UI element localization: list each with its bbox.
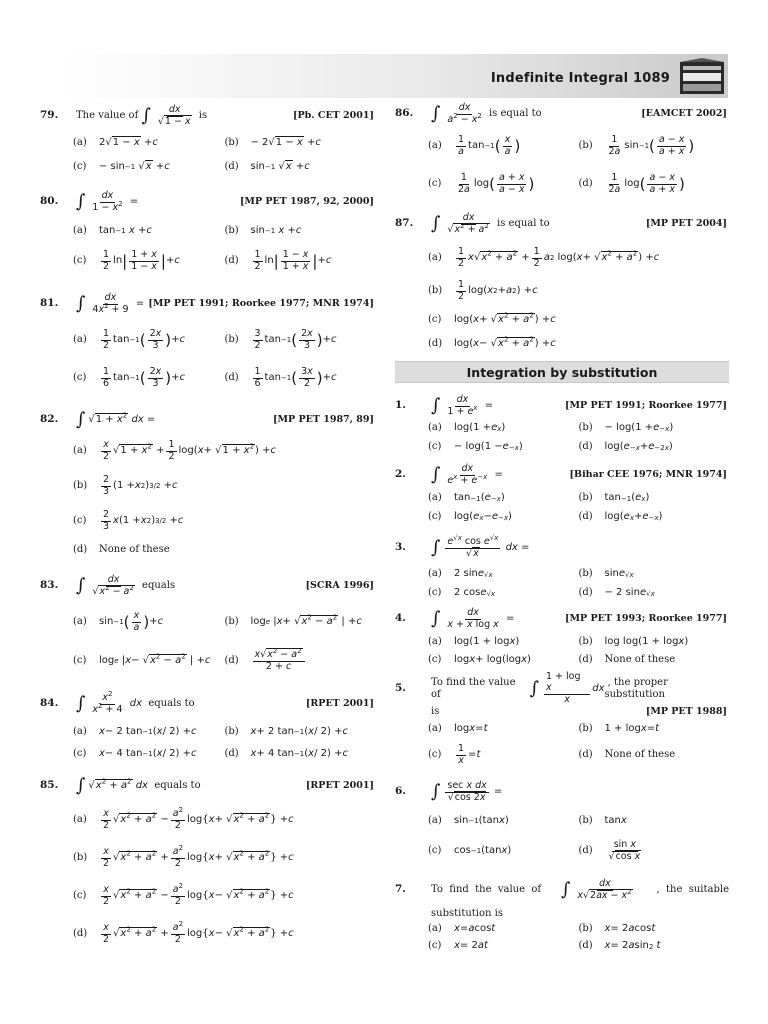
- option-b[interactable]: (b) $\frac{1}{2a}$ sin −1 ( $\frac{a - x}{a + x}$ ): [578, 133, 695, 157]
- option-a[interactable]: (a) $\frac{x}{2}$ √ $1 + x^2$ + $\frac{1}{2}$ log( x + √ $1 + x^2$ ) + c: [73, 438, 277, 462]
- question-number: 3.: [395, 541, 406, 554]
- question-87: [395, 207, 729, 355]
- option-b[interactable]: (b) − 2√ 1 − x + c: [224, 136, 321, 149]
- option-c[interactable]: (c) cos −1 (tan x ): [428, 844, 512, 856]
- option-a[interactable]: (a) $\frac{1}{2}$ x √ $x^2 + a^2$ + $\frac{1}{2}$ a 2 log( x + √ $x^2 + a^2$ ) + c: [428, 245, 660, 269]
- option-d[interactable]: (d) x + 4 tan −1 ( x / 2) + c: [224, 747, 348, 759]
- question-text: ∫ $\frac{dx}{4x^2 + 9}$ =: [76, 291, 145, 315]
- option-d[interactable]: (d) x = 2 a sin 2 t: [578, 940, 661, 952]
- question-number: 82.: [40, 413, 59, 426]
- page-header: [62, 54, 728, 98]
- option-c[interactable]: (c) log( e x − e −x ): [428, 511, 512, 523]
- option-a[interactable]: (a) sin −1 (tan x ): [428, 814, 509, 826]
- option-a[interactable]: (a) 2 sin e √x: [428, 568, 493, 580]
- option-c[interactable]: (c) log( x + √ $x^2 + a^2$ ) + c: [428, 311, 556, 326]
- option-d[interactable]: (d) None of these: [73, 543, 170, 555]
- question-number: 87.: [395, 217, 414, 230]
- options: [428, 633, 729, 669]
- question-84: [40, 687, 376, 765]
- option-d[interactable]: (d) None of these: [578, 748, 676, 760]
- option-c[interactable]: (c) − log(1 − e −x ): [428, 441, 523, 453]
- option-b[interactable]: (b) $\frac{3}{2}$ tan −1 ( $\frac{2x}{3}$ ) + c: [224, 327, 337, 351]
- options: [428, 489, 729, 527]
- option-d[interactable]: (d) log( x − √ $x^2 + a^2$ ) + c: [428, 335, 556, 350]
- option-d[interactable]: (d) $\frac{x√x^2 - a^2}{2 + c}$: [225, 641, 377, 681]
- option-a[interactable]: (a) x = a cos t: [428, 923, 496, 935]
- exam-reference: [Pb. CET 2001]: [292, 110, 374, 122]
- page-title: Indefinite Integral 1089: [490, 71, 670, 86]
- question-text: ∫ $\frac{dx}{1 + e^x}$ =: [431, 393, 494, 417]
- question-text: The value of ∫ $\frac{dx}{√1 - x}$ is: [76, 103, 208, 127]
- question-text: ∫ √ $1 + x^2$ dx =: [76, 409, 156, 430]
- question-text: ∫ $\frac{x^2}{x^2 + 4}$ dx equals to: [76, 689, 195, 715]
- question-number: 83.: [40, 579, 59, 592]
- right-column: [395, 101, 729, 955]
- option-b[interactable]: (b) log log(1 + log x ): [578, 635, 689, 647]
- question-text: ∫ $\frac{dx}{√x^2 - a^2}$ equals: [76, 573, 176, 597]
- exam-reference: [MP PET 2004]: [645, 218, 727, 230]
- option-c[interactable]: (c) x − 4 tan −1 ( x / 2) + c: [73, 747, 197, 759]
- question-number: 84.: [40, 697, 59, 710]
- question-81: [40, 287, 376, 397]
- options: [428, 127, 729, 203]
- option-a[interactable]: (a) x − 2 tan −1 ( x / 2) + c: [73, 725, 197, 737]
- option-a[interactable]: (a) $\frac{1}{a}$ tan −1 ( $\frac{x}{a}$ ): [428, 133, 521, 157]
- option-b[interactable]: (b) sin −1 x + c: [224, 224, 302, 236]
- option-d[interactable]: (d) None of these: [578, 653, 676, 665]
- question-number: 7.: [395, 883, 406, 896]
- option-b[interactable]: (b) tan x: [578, 814, 627, 826]
- exam-reference: [RPET 2001]: [305, 780, 374, 792]
- question-number: 5.: [395, 682, 406, 695]
- option-d[interactable]: (d) $\frac{\text{sin x}}{\text{√cos x}}$: [578, 838, 641, 862]
- question-s2: [395, 461, 729, 527]
- exam-reference: [MP PET 1988]: [645, 706, 727, 718]
- option-c[interactable]: (c) − sin −1 √ x + c: [73, 160, 170, 173]
- option-b[interactable]: (b) x + 2 tan −1 ( x / 2) + c: [224, 725, 348, 737]
- option-d[interactable]: (d) − 2 sin e √x: [578, 587, 655, 599]
- option-c[interactable]: (c) $\frac{1}{x}$ = t: [428, 742, 481, 766]
- option-c[interactable]: (c) $\frac{1}{6}$ tan −1 ( $\frac{2x}{3}$ ) + c: [73, 365, 186, 389]
- options: [73, 801, 376, 953]
- option-d[interactable]: (d) log( e x + e −x ): [578, 511, 663, 523]
- question-83: [40, 569, 376, 681]
- options: [428, 809, 729, 869]
- options: [73, 219, 376, 279]
- exam-reference: [RPET 2001]: [305, 698, 374, 710]
- option-c[interactable]: (c) $\frac{1}{2}$ ln | $\frac{1 + x}{1 - x}$ | + c: [73, 248, 180, 272]
- option-c[interactable]: (c) x = 2 at: [428, 940, 488, 952]
- option-a[interactable]: (a) sin −1 ( $\frac{x}{a}$ ) + c: [73, 609, 164, 633]
- exam-reference: [MP PET 1991; Roorkee 1977]: [565, 400, 727, 412]
- option-a[interactable]: (a) log(1 + log x ): [428, 635, 520, 647]
- exam-reference: [EAMCET 2002]: [641, 108, 727, 120]
- left-column: [40, 101, 376, 953]
- options: [428, 419, 729, 457]
- option-b[interactable]: (b) − log(1 + e −x ): [578, 422, 674, 434]
- question-number: 1.: [395, 399, 406, 412]
- option-b[interactable]: (b) $\frac{1}{2}$ log( x 2 + a 2 ) + c: [428, 278, 538, 302]
- option-c[interactable]: (c) $\frac{1}{2a}$ log ( $\frac{a + x}{a - x}$ ): [428, 171, 535, 195]
- question-text: To find the value of ∫ $\frac{dx}{x√2ax - x^2}$ , the suitable: [431, 877, 729, 901]
- exam-reference: [SCRA 1996]: [305, 580, 374, 592]
- options: [73, 603, 376, 681]
- option-a[interactable]: (a) tan −1 ( e −x ): [428, 492, 505, 504]
- question-s1: [395, 393, 729, 457]
- option-d[interactable]: (d) $\frac{1}{6}$ tan −1 ( $\frac{3x}{2}$ ) + c: [224, 365, 337, 389]
- exam-reference: [MP PET 1991; Roorkee 1977; MNR 1974]: [148, 298, 374, 310]
- option-a[interactable]: (a) $\frac{x}{2}$ √ $x^2 + a^2$ − $\frac{a^2}{2}$ log{ x + √ $x^2 + a^2$ } + c: [73, 805, 294, 831]
- question-text: ∫ √ $x^2 + a^2$ dx equals to: [76, 775, 201, 796]
- question-86: [395, 101, 729, 203]
- question-s7: 7. To find the value of ∫ $\frac{dx}{x√2ax - x^2}$ , the suitable substitution is (a) x = a cos t (b) x = 2 a cos t (c) x = 2 at (d) x = 2 a sin 2 t: [395, 873, 729, 955]
- question-79: [40, 101, 376, 179]
- options: [73, 131, 376, 179]
- option-c[interactable]: (c) log e | x − √ $x^2 - a^2$ | + c: [73, 652, 211, 667]
- option-c[interactable]: (c) log x + log(log x ): [428, 653, 531, 665]
- question-s6: [395, 775, 729, 869]
- question-80: [40, 185, 376, 279]
- option-d[interactable]: (d) $\frac{1}{2a}$ log ( $\frac{a - x}{a + x}$ ): [578, 171, 685, 195]
- option-c[interactable]: (c) $\frac{2}{3}$ x (1 + x 2 ) 3/2 + c: [73, 508, 184, 532]
- question-text: ∫ $\frac{dx}{a^2 - x^2}$ is equal to: [431, 101, 542, 125]
- question-text: ∫ $\frac{dx}{\text{x + x log x}}$ =: [431, 606, 515, 630]
- book-logo-icon: [678, 58, 726, 96]
- question-s3: [395, 531, 729, 603]
- option-b[interactable]: (b) tan −1 ( e x ): [578, 492, 650, 504]
- options: [428, 565, 729, 603]
- options: [73, 433, 376, 561]
- option-b[interactable]: (b) $\frac{2}{3}$ (1 + x 2 ) 3/2 + c: [73, 473, 178, 497]
- option-a[interactable]: (a) 2√ 1 − x + c: [73, 136, 158, 149]
- question-text: ∫ $\frac{dx}{√x^2 + a^2}$ is equal to: [431, 211, 550, 235]
- option-b[interactable]: (b) $\frac{x}{2}$ √ $x^2 + a^2$ + $\frac{a^2}{2}$ log{ x + √ $x^2 + a^2$ } + c: [73, 843, 294, 869]
- section-header: [395, 361, 729, 383]
- option-a[interactable]: (a) log x = t: [428, 722, 488, 734]
- option-c[interactable]: (c) $\frac{x}{2}$ √ $x^2 + a^2$ − $\frac{a^2}{2}$ log{ x − √ $x^2 + a^2$ } + c: [73, 881, 294, 907]
- option-c[interactable]: (c) 2 cos e √x: [428, 587, 496, 599]
- option-d[interactable]: (d) sin −1 √ x + c: [224, 160, 310, 173]
- option-a[interactable]: (a) $\frac{1}{2}$ tan −1 ( $\frac{2x}{3}$ ) + c: [73, 327, 186, 351]
- options: [428, 719, 729, 771]
- question-text: ∫ $\frac{dx}{1 - x^2}$ =: [76, 189, 139, 213]
- options: [73, 321, 376, 397]
- section-title: Integration by substitution: [466, 364, 658, 380]
- exam-reference: [MP PET 1987, 89]: [273, 414, 374, 426]
- question-number: 2.: [395, 468, 406, 481]
- question-number: 80.: [40, 195, 59, 208]
- question-text: ∫ $\frac{dx}{e^x + e^{-x}}$ =: [431, 462, 503, 486]
- option-b[interactable]: (b) 1 + log x = t: [578, 722, 660, 734]
- options: [73, 721, 376, 765]
- question-85: [40, 771, 376, 953]
- question-number: 79.: [40, 109, 59, 122]
- question-text: ∫ $\frac{e^{√x} \cos e^{√x}}{√x}$ dx =: [431, 533, 530, 559]
- question-82: [40, 407, 376, 561]
- option-b[interactable]: (b) sin e √x: [578, 568, 634, 580]
- exam-reference: [MP PET 1993; Roorkee 1977]: [565, 613, 727, 625]
- question-number: 86.: [395, 107, 414, 120]
- question-number: 4.: [395, 612, 406, 625]
- options: [428, 241, 729, 355]
- question-number: 6.: [395, 785, 406, 798]
- question-number: 85.: [40, 779, 59, 792]
- question-s4: [395, 605, 729, 669]
- option-d[interactable]: (d) $\frac{x}{2}$ √ $x^2 + a^2$ + $\frac{a^2}{2}$ log{ x − √ $x^2 + a^2$ } + c: [73, 919, 294, 945]
- question-s5: 5. To find the value of ∫ $\frac{\text{1 + log x}}{x}$ dx , the proper substitution is [MP PET 1988] (a) log x = t (b) 1 + log x = t (c) $\frac{1}{x}$ = t (d) None of these: [395, 673, 729, 771]
- option-a[interactable]: (a) log(1 + e x ): [428, 422, 506, 434]
- option-b[interactable]: (b) log e | x + √ $x^2 - a^2$ | + c: [224, 613, 362, 628]
- option-b[interactable]: (b) x = 2 a cos t: [578, 923, 656, 935]
- question-text: ∫ $\frac{\text{sec x dx}}{√\cos 2x}$ =: [431, 779, 503, 803]
- option-d[interactable]: (d) $\frac{1}{2}$ ln | $\frac{1 - x}{1 + x}$ | + c: [224, 248, 332, 272]
- option-a[interactable]: (a) tan −1 x + c: [73, 224, 152, 236]
- option-d[interactable]: (d) log( e −x + e −2x ): [578, 441, 673, 453]
- question-number: 81.: [40, 297, 59, 310]
- question-text: To find the value of ∫ $\frac{\text{1 + log x}}{x}$ dx , the proper substitution: [431, 671, 668, 705]
- exam-reference: [Bihar CEE 1976; MNR 1974]: [569, 469, 727, 481]
- exam-reference: [MP PET 1987, 92, 2000]: [239, 196, 374, 208]
- options: [428, 921, 729, 955]
